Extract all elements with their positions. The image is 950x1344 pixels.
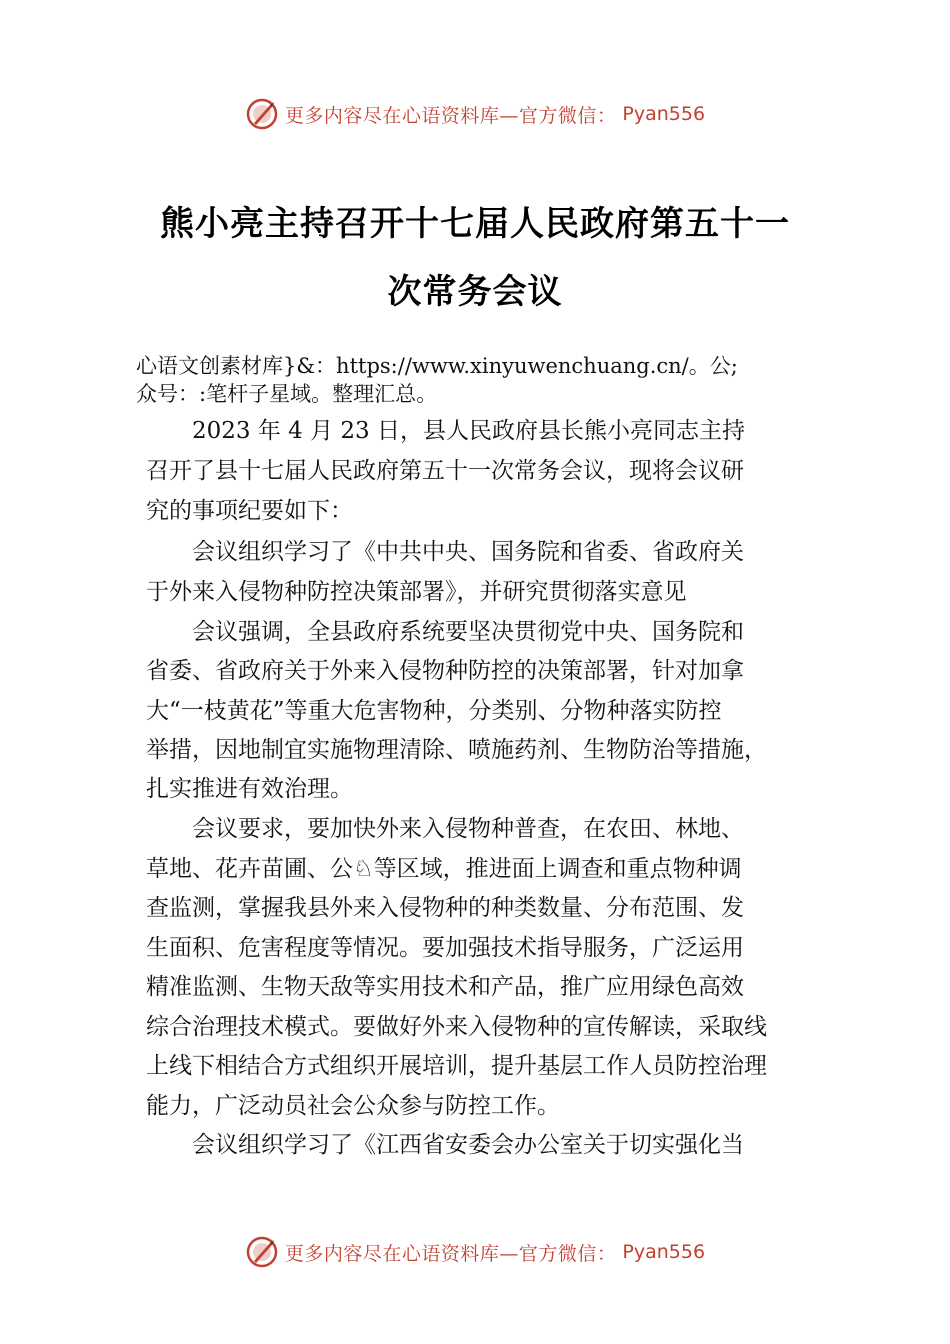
body-line: 究的事项纪要如下： [146, 498, 353, 524]
watermark-wechat-id: Pyan556 [622, 103, 706, 125]
body-line: 会议要求，要加快外来入侵物种普查，在农田、林地、 [146, 816, 744, 842]
source-note-line-1: 心语文创素材库}&：https://www.xinyuwenchuang.cn/。公; [136, 354, 738, 378]
watermark-banner-bottom [0, 1232, 950, 1272]
body-line: 生面积、危害程度等情况。要加强技术指导服务，广泛运用 [146, 935, 744, 961]
body-line: 召开了县十七届人民政府第五十一次常务会议，现将会议研 [146, 458, 744, 484]
body-line: 综合治理技术模式。要做好外来入侵物种的宣传解读，采取线 [146, 1014, 767, 1040]
body-line: 精准监测、生物天敌等实用技术和产品，推广应用绿色高效 [146, 974, 744, 1000]
body-line: 2023 年 4 月 23 日，县人民政府县长熊小亮同志主持 [146, 418, 745, 444]
body-line: 省委、省政府关于外来入侵物种防控的决策部署，针对加拿 [146, 658, 744, 684]
body-line: 能力，广泛动员社会公众参与防控工作。 [146, 1093, 560, 1119]
body-line: 会议组织学习了《中共中央、国务院和省委、省政府关 [146, 539, 744, 565]
body-line: 会议组织学习了《江西省安委会办公室关于切实强化当 [146, 1132, 744, 1158]
source-note-line-2: 众号：:笔杆子星域。整理汇总。 [136, 382, 438, 406]
watermark-wechat-id: Pyan556 [622, 1241, 706, 1263]
document-title-line-1: 熊小亮主持召开十七届人民政府第五十一 [160, 204, 790, 244]
body-line: 于外来入侵物种防控决策部署》，并研究贯彻落实意见 [146, 579, 687, 605]
quill-seal-icon [245, 97, 279, 131]
body-line: 大“一枝黄花”等重大危害物种，分类别、分物种落实防控 [146, 698, 722, 724]
quill-seal-icon [245, 1235, 279, 1269]
body-line: 举措，因地制宜实施物理清除、喷施药剂、生物防治等措施， [146, 737, 767, 763]
document-title-line-2: 次常务会议 [387, 272, 563, 312]
watermark-text: 更多内容尽在心语资料库—官方微信： [284, 1242, 617, 1265]
body-line: 扎实推进有效治理。 [146, 776, 353, 802]
body-line: 会议强调，全县政府系统要坚决贯彻党中央、国务院和 [146, 619, 744, 645]
body-line: 查监测，掌握我县外来入侵物种的种类数量、分布范围、发 [146, 895, 744, 921]
watermark-text: 更多内容尽在心语资料库—官方微信： [284, 104, 617, 127]
watermark-banner-top [0, 94, 950, 134]
body-line: 草地、花卉苗圃、公♘等区域，推进面上调查和重点物种调 [146, 856, 742, 882]
body-line: 上线下相结合方式组织开展培训，提升基层工作人员防控治理 [146, 1053, 767, 1079]
